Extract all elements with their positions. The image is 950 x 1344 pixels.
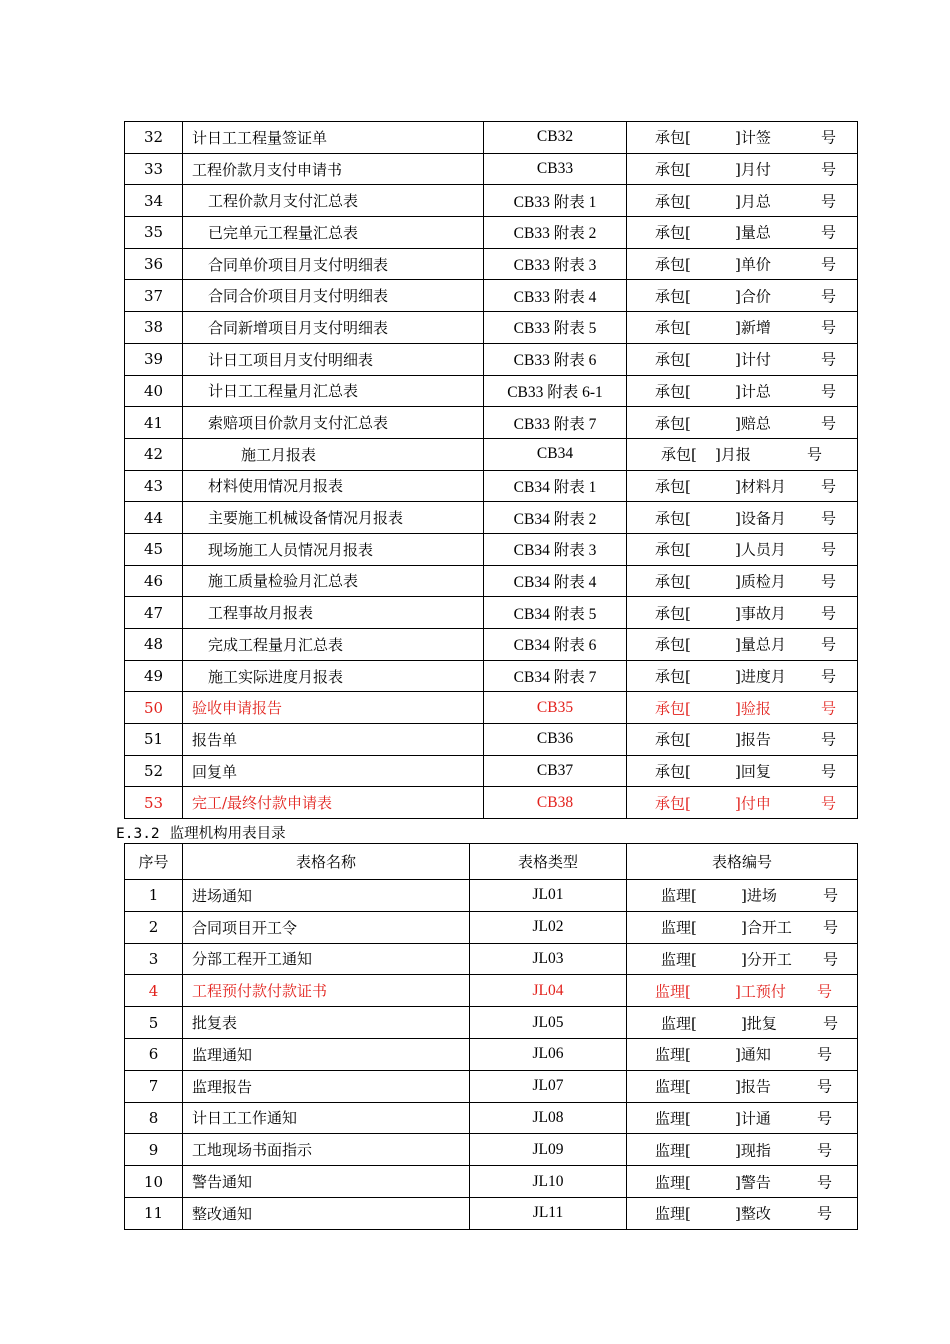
form-name: 工程价款月支付申请书 <box>183 153 484 185</box>
code-abbreviation: ]事故月 <box>735 604 786 623</box>
code-abbreviation: ]验报 <box>735 699 771 718</box>
code-prefix: 承包[ <box>655 667 691 686</box>
form-code <box>627 755 858 787</box>
code-suffix: 号 <box>821 635 837 654</box>
code-abbreviation: ]单价 <box>735 255 771 274</box>
table-row <box>125 597 858 629</box>
table-row <box>125 533 858 565</box>
code-abbreviation: ]人员月 <box>735 540 786 559</box>
form-name: 分部工程开工通知 <box>183 943 470 975</box>
table-row <box>125 185 858 217</box>
form-name: 报告单 <box>183 724 484 756</box>
code-abbreviation: ]批复 <box>741 1014 777 1033</box>
row-number: 5 <box>125 1007 183 1039</box>
code-prefix: 监理[ <box>661 918 697 937</box>
table-row <box>125 975 858 1007</box>
table-row <box>125 248 858 280</box>
code-suffix: 号 <box>821 318 837 337</box>
code-suffix: 号 <box>817 1173 833 1192</box>
code-abbreviation: ]计签 <box>735 128 771 147</box>
form-type: CB33 附表 6-1 <box>484 375 627 407</box>
code-abbreviation: ]通知 <box>735 1045 771 1064</box>
code-prefix: 承包[ <box>661 445 697 464</box>
code-abbreviation: ]量总 <box>735 223 771 242</box>
form-name: 验收申请报告 <box>183 692 484 724</box>
form-code <box>627 565 858 597</box>
row-number: 9 <box>125 1134 183 1166</box>
form-code <box>627 660 858 692</box>
code-abbreviation: ]月总 <box>735 192 771 211</box>
form-type: CB33 附表 7 <box>484 407 627 439</box>
form-type: CB34 <box>484 438 627 470</box>
form-name: 监理报告 <box>183 1070 470 1102</box>
code-suffix: 号 <box>821 287 837 306</box>
form-code <box>627 1166 858 1198</box>
code-suffix: 号 <box>821 382 837 401</box>
form-name: 监理通知 <box>183 1038 470 1070</box>
form-type: CB33 附表 3 <box>484 248 627 280</box>
code-suffix: 号 <box>807 445 823 464</box>
table-row <box>125 911 858 943</box>
form-name: 合同新增项目月支付明细表 <box>183 312 484 344</box>
form-type: CB34 附表 6 <box>484 629 627 661</box>
code-suffix: 号 <box>821 414 837 433</box>
code-prefix: 监理[ <box>655 1109 691 1128</box>
table-row <box>125 1134 858 1166</box>
section-number: E.3.2 <box>116 826 160 842</box>
table-row <box>125 343 858 375</box>
code-abbreviation: ]分开工 <box>741 950 792 969</box>
form-type: CB34 附表 2 <box>484 502 627 534</box>
table-row <box>125 943 858 975</box>
form-name: 合同项目开工令 <box>183 911 470 943</box>
code-prefix: 承包[ <box>655 730 691 749</box>
table-row <box>125 375 858 407</box>
form-name: 进场通知 <box>183 880 470 912</box>
code-prefix: 监理[ <box>661 1014 697 1033</box>
code-prefix: 监理[ <box>655 982 691 1001</box>
form-type: JL11 <box>470 1197 627 1229</box>
code-abbreviation: ]付申 <box>735 794 771 813</box>
code-prefix: 监理[ <box>655 1173 691 1192</box>
code-abbreviation: ]新增 <box>735 318 771 337</box>
form-type: JL06 <box>470 1038 627 1070</box>
table-row <box>125 502 858 534</box>
code-prefix: 承包[ <box>655 287 691 306</box>
code-suffix: 号 <box>821 255 837 274</box>
form-name: 工地现场书面指示 <box>183 1134 470 1166</box>
header-type: 表格类型 <box>470 844 627 880</box>
code-suffix: 号 <box>821 794 837 813</box>
form-name: 计日工项目月支付明细表 <box>183 343 484 375</box>
code-suffix: 号 <box>823 886 839 905</box>
code-prefix: 承包[ <box>655 223 691 242</box>
form-type: JL04 <box>470 975 627 1007</box>
code-suffix: 号 <box>823 1014 839 1033</box>
code-suffix: 号 <box>823 918 839 937</box>
form-code <box>627 470 858 502</box>
header-name: 表格名称 <box>183 844 470 880</box>
contractor-forms-table <box>124 121 858 819</box>
row-number: 44 <box>125 502 183 534</box>
form-code <box>627 217 858 249</box>
form-name: 计日工工程量签证单 <box>183 122 484 154</box>
code-prefix: 监理[ <box>655 1204 691 1223</box>
table-row <box>125 629 858 661</box>
row-number: 32 <box>125 122 183 154</box>
code-suffix: 号 <box>817 1045 833 1064</box>
code-prefix: 承包[ <box>655 255 691 274</box>
row-number: 39 <box>125 343 183 375</box>
code-abbreviation: ]合价 <box>735 287 771 306</box>
table-row <box>125 787 858 819</box>
form-code <box>627 153 858 185</box>
code-prefix: 监理[ <box>655 1077 691 1096</box>
header-code: 表格编号 <box>627 844 858 880</box>
contractor-forms-table-body <box>125 122 858 819</box>
table-row <box>125 724 858 756</box>
table-row <box>125 1197 858 1229</box>
form-code <box>627 185 858 217</box>
table-row <box>125 1102 858 1134</box>
code-abbreviation: ]现指 <box>735 1141 771 1160</box>
code-prefix: 监理[ <box>661 950 697 969</box>
table-row <box>125 407 858 439</box>
code-suffix: 号 <box>817 1204 833 1223</box>
form-code <box>627 911 858 943</box>
code-suffix: 号 <box>821 128 837 147</box>
table-row <box>125 755 858 787</box>
code-prefix: 监理[ <box>655 1045 691 1064</box>
form-type: CB34 附表 5 <box>484 597 627 629</box>
code-abbreviation: ]质检月 <box>735 572 786 591</box>
code-abbreviation: ]材料月 <box>735 477 786 496</box>
form-type: JL01 <box>470 880 627 912</box>
form-type: JL02 <box>470 911 627 943</box>
code-prefix: 监理[ <box>655 1141 691 1160</box>
form-code <box>627 943 858 975</box>
form-name: 工程预付款付款证书 <box>183 975 470 1007</box>
code-abbreviation: ]赔总 <box>735 414 771 433</box>
row-number: 11 <box>125 1197 183 1229</box>
code-suffix: 号 <box>823 950 839 969</box>
form-code <box>627 407 858 439</box>
form-type: CB34 附表 7 <box>484 660 627 692</box>
row-number: 50 <box>125 692 183 724</box>
row-number: 1 <box>125 880 183 912</box>
code-abbreviation: ]进度月 <box>735 667 786 686</box>
form-type: CB34 附表 1 <box>484 470 627 502</box>
form-code <box>627 1134 858 1166</box>
code-prefix: 承包[ <box>655 509 691 528</box>
supervisor-forms-table-body <box>125 880 858 1230</box>
code-prefix: 承包[ <box>655 382 691 401</box>
table-row <box>125 280 858 312</box>
form-name: 工程事故月报表 <box>183 597 484 629</box>
code-prefix: 承包[ <box>655 762 691 781</box>
form-type: CB33 附表 6 <box>484 343 627 375</box>
row-number: 43 <box>125 470 183 502</box>
form-type: CB33 附表 2 <box>484 217 627 249</box>
code-abbreviation: ]计总 <box>735 382 771 401</box>
code-suffix: 号 <box>821 604 837 623</box>
row-number: 8 <box>125 1102 183 1134</box>
row-number: 48 <box>125 629 183 661</box>
form-name: 主要施工机械设备情况月报表 <box>183 502 484 534</box>
code-suffix: 号 <box>821 730 837 749</box>
form-code <box>627 629 858 661</box>
form-code <box>627 343 858 375</box>
code-abbreviation: ]回复 <box>735 762 771 781</box>
form-type: CB38 <box>484 787 627 819</box>
code-suffix: 号 <box>821 667 837 686</box>
form-type: JL10 <box>470 1166 627 1198</box>
header-num: 序号 <box>125 844 183 880</box>
code-abbreviation: ]报告 <box>735 1077 771 1096</box>
code-prefix: 承包[ <box>655 350 691 369</box>
table-row <box>125 1166 858 1198</box>
form-code <box>627 1102 858 1134</box>
code-prefix: 承包[ <box>655 160 691 179</box>
code-suffix: 号 <box>821 223 837 242</box>
form-type: CB32 <box>484 122 627 154</box>
code-suffix: 号 <box>821 540 837 559</box>
row-number: 53 <box>125 787 183 819</box>
form-name: 警告通知 <box>183 1166 470 1198</box>
table-row <box>125 1038 858 1070</box>
form-name: 现场施工人员情况月报表 <box>183 533 484 565</box>
form-type: CB37 <box>484 755 627 787</box>
form-code <box>627 1007 858 1039</box>
code-suffix: 号 <box>821 762 837 781</box>
code-suffix: 号 <box>817 1141 833 1160</box>
code-suffix: 号 <box>817 1109 833 1128</box>
code-suffix: 号 <box>821 509 837 528</box>
form-type: JL05 <box>470 1007 627 1039</box>
form-name: 完成工程量月汇总表 <box>183 629 484 661</box>
code-prefix: 承包[ <box>655 540 691 559</box>
table-row <box>125 660 858 692</box>
code-prefix: 承包[ <box>655 414 691 433</box>
table-header-row <box>125 844 858 880</box>
form-code <box>627 122 858 154</box>
row-number: 41 <box>125 407 183 439</box>
code-abbreviation: ]月付 <box>735 160 771 179</box>
row-number: 6 <box>125 1038 183 1070</box>
form-type: CB34 附表 3 <box>484 533 627 565</box>
form-name: 施工月报表 <box>183 438 484 470</box>
code-prefix: 承包[ <box>655 128 691 147</box>
code-prefix: 承包[ <box>655 477 691 496</box>
form-code <box>627 1197 858 1229</box>
supervisor-forms-table <box>124 843 858 1230</box>
form-code <box>627 880 858 912</box>
row-number: 3 <box>125 943 183 975</box>
form-name: 整改通知 <box>183 1197 470 1229</box>
row-number: 45 <box>125 533 183 565</box>
row-number: 10 <box>125 1166 183 1198</box>
code-abbreviation: ]工预付 <box>735 982 786 1001</box>
form-code <box>627 438 858 470</box>
table-row <box>125 470 858 502</box>
form-code <box>627 692 858 724</box>
code-prefix: 承包[ <box>655 318 691 337</box>
form-code <box>627 1070 858 1102</box>
form-code <box>627 975 858 1007</box>
row-number: 7 <box>125 1070 183 1102</box>
row-number: 34 <box>125 185 183 217</box>
code-abbreviation: ]报告 <box>735 730 771 749</box>
code-suffix: 号 <box>821 192 837 211</box>
form-name: 合同单价项目月支付明细表 <box>183 248 484 280</box>
code-suffix: 号 <box>821 572 837 591</box>
code-suffix: 号 <box>821 699 837 718</box>
form-name: 已完单元工程量汇总表 <box>183 217 484 249</box>
form-name: 完工/最终付款申请表 <box>183 787 484 819</box>
form-type: CB36 <box>484 724 627 756</box>
row-number: 46 <box>125 565 183 597</box>
form-type: CB33 <box>484 153 627 185</box>
form-type: JL07 <box>470 1070 627 1102</box>
form-type: JL08 <box>470 1102 627 1134</box>
code-suffix: 号 <box>821 350 837 369</box>
code-abbreviation: ]量总月 <box>735 635 786 654</box>
form-type: CB33 附表 4 <box>484 280 627 312</box>
row-number: 51 <box>125 724 183 756</box>
form-name: 索赔项目价款月支付汇总表 <box>183 407 484 439</box>
table-row <box>125 438 858 470</box>
form-name: 材料使用情况月报表 <box>183 470 484 502</box>
form-code <box>627 787 858 819</box>
form-type: JL03 <box>470 943 627 975</box>
table-row <box>125 692 858 724</box>
code-prefix: 承包[ <box>655 794 691 813</box>
code-abbreviation: ]进场 <box>741 886 777 905</box>
row-number: 52 <box>125 755 183 787</box>
form-type: CB33 附表 1 <box>484 185 627 217</box>
code-prefix: 承包[ <box>655 192 691 211</box>
form-code <box>627 375 858 407</box>
code-abbreviation: ]警告 <box>735 1173 771 1192</box>
table-row <box>125 880 858 912</box>
code-abbreviation: ]计付 <box>735 350 771 369</box>
form-type: CB33 附表 5 <box>484 312 627 344</box>
form-type: CB34 附表 4 <box>484 565 627 597</box>
table-row <box>125 1070 858 1102</box>
form-code <box>627 312 858 344</box>
table-row <box>125 153 858 185</box>
table-row <box>125 217 858 249</box>
code-abbreviation: ]合开工 <box>741 918 792 937</box>
row-number: 38 <box>125 312 183 344</box>
code-prefix: 承包[ <box>655 604 691 623</box>
row-number: 42 <box>125 438 183 470</box>
table-row <box>125 1007 858 1039</box>
code-abbreviation: ]计通 <box>735 1109 771 1128</box>
code-abbreviation: ]整改 <box>735 1204 771 1223</box>
form-type: CB35 <box>484 692 627 724</box>
form-name: 合同合价项目月支付明细表 <box>183 280 484 312</box>
row-number: 2 <box>125 911 183 943</box>
section-caption <box>116 822 286 843</box>
row-number: 33 <box>125 153 183 185</box>
form-code <box>627 1038 858 1070</box>
form-name: 施工质量检验月汇总表 <box>183 565 484 597</box>
form-name: 计日工工作通知 <box>183 1102 470 1134</box>
row-number: 37 <box>125 280 183 312</box>
form-name: 计日工工程量月汇总表 <box>183 375 484 407</box>
code-prefix: 承包[ <box>655 572 691 591</box>
row-number: 49 <box>125 660 183 692</box>
form-code <box>627 280 858 312</box>
form-type: JL09 <box>470 1134 627 1166</box>
table-row <box>125 122 858 154</box>
form-code <box>627 502 858 534</box>
code-suffix: 号 <box>817 982 833 1001</box>
form-name: 回复单 <box>183 755 484 787</box>
row-number: 40 <box>125 375 183 407</box>
code-suffix: 号 <box>821 160 837 179</box>
table-row <box>125 565 858 597</box>
form-code <box>627 533 858 565</box>
code-prefix: 承包[ <box>655 699 691 718</box>
section-title: 监理机构用表目录 <box>169 826 286 842</box>
table-row <box>125 312 858 344</box>
form-name: 工程价款月支付汇总表 <box>183 185 484 217</box>
code-suffix: 号 <box>821 477 837 496</box>
form-name: 批复表 <box>183 1007 470 1039</box>
code-prefix: 监理[ <box>661 886 697 905</box>
code-prefix: 承包[ <box>655 635 691 654</box>
code-abbreviation: ]月报 <box>715 445 751 464</box>
code-abbreviation: ]设备月 <box>735 509 786 528</box>
form-code <box>627 597 858 629</box>
form-code <box>627 248 858 280</box>
row-number: 36 <box>125 248 183 280</box>
code-suffix: 号 <box>817 1077 833 1096</box>
row-number: 4 <box>125 975 183 1007</box>
form-code <box>627 724 858 756</box>
row-number: 35 <box>125 217 183 249</box>
form-name: 施工实际进度月报表 <box>183 660 484 692</box>
row-number: 47 <box>125 597 183 629</box>
